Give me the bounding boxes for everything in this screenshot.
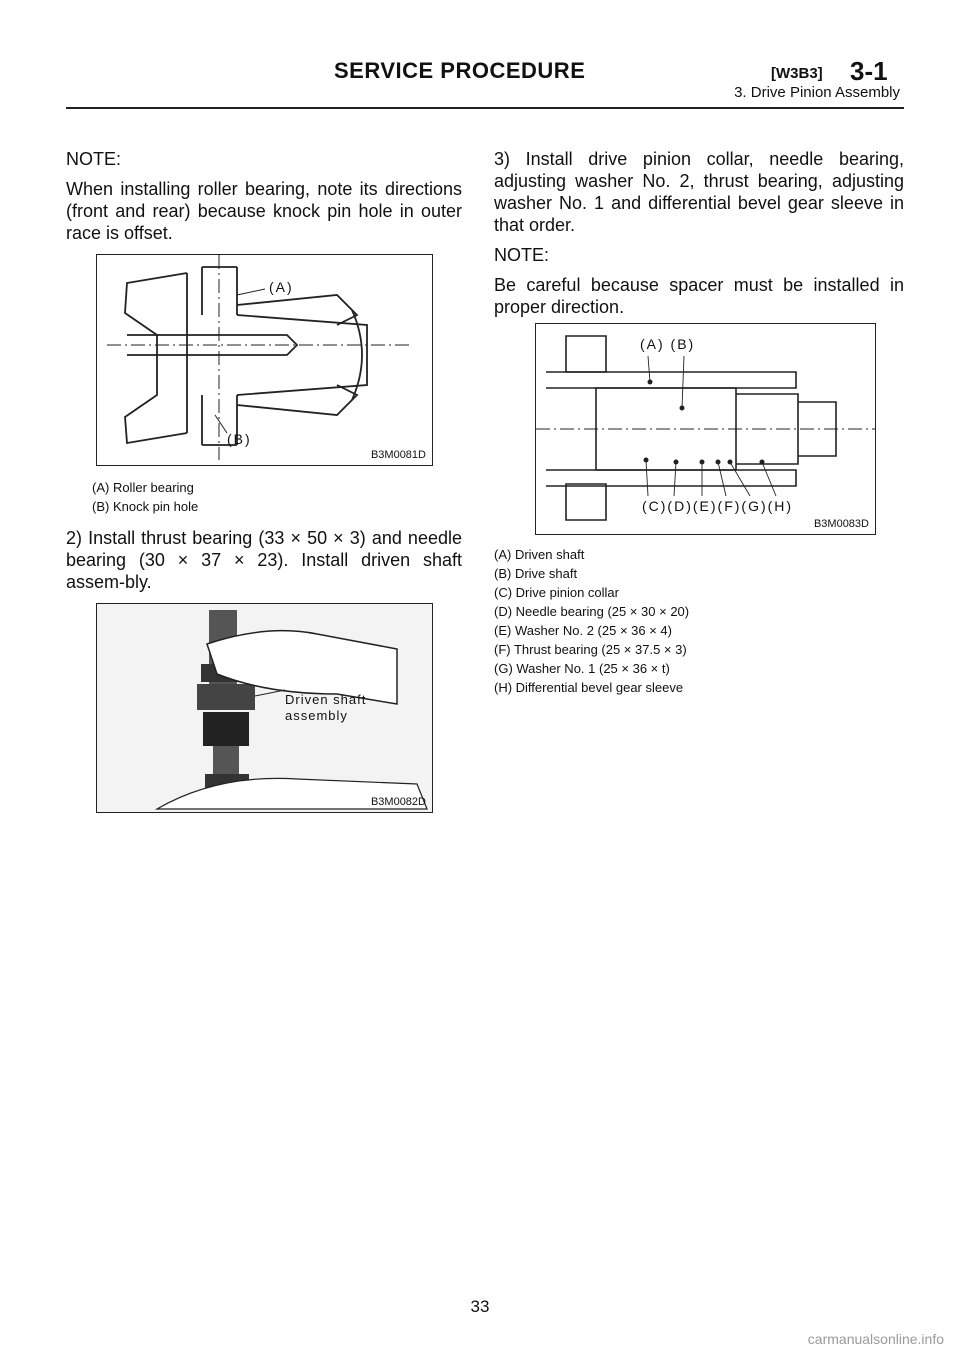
legend-item: (B) Drive shaft (494, 566, 578, 581)
legend-item: (G) Washer No. 1 (25 × 36 × t) (494, 661, 670, 676)
fig3-bottom-labels: (C)(D)(E)(F)(G)(H) (642, 498, 794, 514)
right-column (494, 148, 904, 326)
left-column (66, 148, 462, 252)
page-number: 33 (470, 1297, 490, 1316)
watermark: carmanualsonline.info (807, 1331, 944, 1347)
fig1-code: B3M0081D (370, 449, 426, 461)
figure-pinion-stack (535, 323, 876, 535)
fig3-legend (494, 545, 689, 697)
step-2 (66, 527, 462, 601)
note-body: When installing roller bearing, note its directions (front and rear) because knock pin hole in outer race is offset. (66, 179, 462, 243)
fig3-top-labels: (A) (B) (640, 336, 696, 352)
note-heading: NOTE: (66, 149, 122, 169)
legend-item: (A) Driven shaft (494, 547, 585, 562)
fig1-label-a: (A) (269, 279, 294, 295)
step-3-text: 3) Install drive pinion collar, needle bearing, adjusting washer No. 2, thrust bearing, adjusting washer No. 1 and differential bevel gear sleeve in that order. (494, 149, 904, 235)
legend-item: (A) Roller bearing (92, 480, 194, 495)
figure-driven-shaft (96, 603, 433, 813)
fig1-label-b: (B) (227, 431, 252, 447)
legend-item: (E) Washer No. 2 (25 × 36 × 4) (494, 623, 672, 638)
step-2-text: 2) Install thrust bearing (33 × 50 × 3) and needle bearing (30 × 37 × 23). Install driven shaft assem-bly. (66, 528, 462, 592)
figure-roller-bearing (96, 254, 433, 466)
fig2-label-line2: assembly (285, 708, 348, 723)
roller-bearing-diagram (97, 255, 432, 465)
header-title: SERVICE PROCEDURE (334, 58, 586, 83)
fig2-label-line1: Driven shaft (285, 692, 367, 707)
legend-item: (H) Differential bevel gear sleeve (494, 680, 684, 695)
header-code: [W3B3] (771, 65, 823, 82)
fig1-legend (92, 478, 198, 516)
fig2-code: B3M0082D (370, 796, 426, 808)
header-rule (66, 107, 904, 109)
driven-shaft-photo (97, 604, 432, 812)
note-body-2: Be careful because spacer must be installed in proper direction. (494, 275, 904, 317)
legend-item: (C) Drive pinion collar (494, 585, 619, 600)
header-subtitle: 3. Drive Pinion Assembly (734, 84, 900, 101)
legend-item: (F) Thrust bearing (25 × 37.5 × 3) (494, 642, 687, 657)
legend-item: (D) Needle bearing (25 × 30 × 20) (494, 604, 690, 619)
header-section: 3-1 (850, 56, 888, 86)
note-heading-2: NOTE: (494, 245, 550, 265)
legend-item: (B) Knock pin hole (92, 499, 199, 514)
fig3-code: B3M0083D (813, 518, 869, 530)
